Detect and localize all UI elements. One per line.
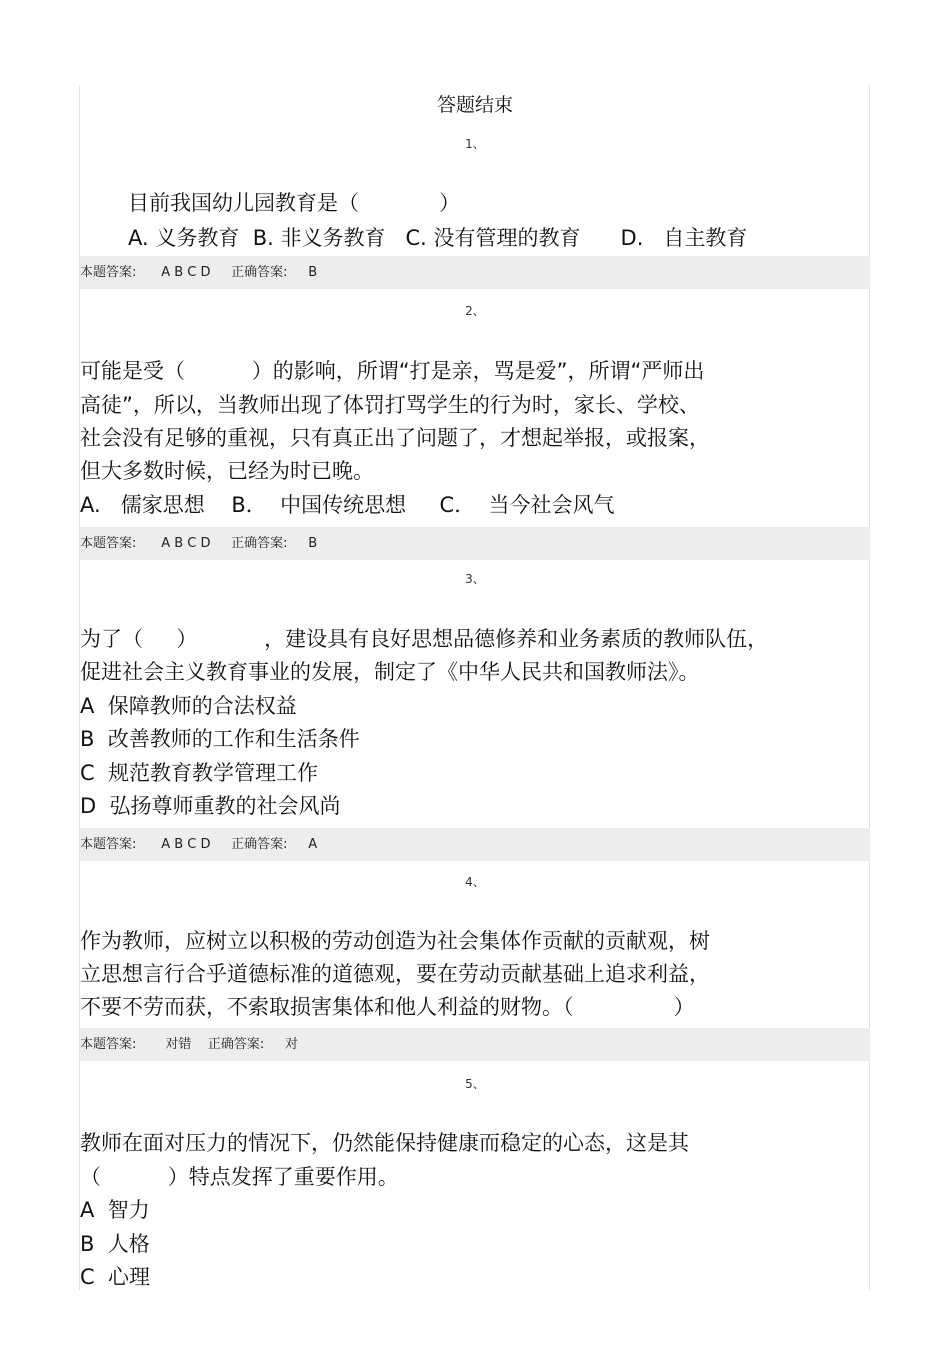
option-c: C 规范教育教学管理工作 bbox=[80, 761, 319, 785]
correct-answer-label: 正确答案: bbox=[231, 536, 288, 551]
question-number: 2、 bbox=[465, 304, 485, 318]
your-answer-value: A B C D bbox=[161, 837, 211, 852]
your-answer-value: 对错 bbox=[165, 1037, 192, 1052]
option-c: C 心理 bbox=[80, 1265, 151, 1289]
question-number: 3、 bbox=[465, 572, 485, 586]
question-text: 促进社会主义教育事业的发展，制定了《中华人民共和国教师法》。 bbox=[80, 660, 700, 684]
your-answer-value: A B C D bbox=[161, 265, 211, 280]
question-options: A. 义务教育 B. 非义务教育 C. 没有管理的教育 D. 自主教育 bbox=[128, 226, 748, 250]
question-text: （ ）特点发挥了重要作用。 bbox=[80, 1165, 399, 1189]
question-text: 不要不劳而获，不索取损害集体和他人利益的财物。（ ） bbox=[80, 995, 695, 1019]
your-answer-label: 本题答案: bbox=[80, 265, 137, 280]
question-number: 5、 bbox=[465, 1077, 485, 1091]
correct-answer-label: 正确答案: bbox=[231, 265, 288, 280]
question-text: 可能是受（ ）的影响，所谓“打是亲，骂是爱”，所谓“严师出 bbox=[80, 359, 705, 383]
question-text: 作为教师，应树立以积极的劳动创造为社会集体作贡献的贡献观，树 bbox=[80, 929, 710, 953]
your-answer-label: 本题答案: bbox=[80, 536, 137, 551]
option-a: A 保障教师的合法权益 bbox=[80, 694, 297, 718]
correct-answer-label: 正确答案: bbox=[207, 1037, 265, 1052]
page-title: 答题结束 bbox=[436, 94, 513, 116]
answer-bar bbox=[80, 1028, 870, 1061]
question-text: 教师在面对压力的情况下，仍然能保持健康而稳定的心态，这是其 bbox=[80, 1131, 689, 1155]
question-text: 但大多数时候，已经为时已晚。 bbox=[80, 459, 374, 483]
correct-answer-value: 对 bbox=[284, 1037, 298, 1052]
question-text: 为了（ ） ，建设具有良好思想品德修养和业务素质的教师队伍， bbox=[80, 627, 769, 651]
your-answer-value: A B C D bbox=[161, 536, 211, 551]
correct-answer-value: B bbox=[308, 536, 318, 551]
question-number: 4、 bbox=[465, 875, 485, 889]
your-answer-label: 本题答案: bbox=[80, 1037, 137, 1052]
option-d: D 弘扬尊师重教的社会风尚 bbox=[80, 794, 341, 818]
option-a: A 智力 bbox=[80, 1198, 150, 1222]
option-b: B 人格 bbox=[80, 1232, 150, 1256]
question-number: 1、 bbox=[465, 137, 485, 151]
correct-answer-label: 正确答案: bbox=[231, 837, 288, 852]
correct-answer-value: A bbox=[308, 837, 318, 852]
question-text: 立思想言行合乎道德标准的道德观，要在劳动贡献基础上追求利益， bbox=[80, 962, 710, 986]
question-options: A. 儒家思想 B． 中国传统思想 C． 当今社会风气 bbox=[80, 493, 615, 517]
correct-answer-value: B bbox=[308, 265, 318, 280]
your-answer-label: 本题答案: bbox=[80, 837, 137, 852]
question-text: 目前我国幼儿园教育是（ ） bbox=[128, 191, 461, 215]
option-b: B 改善教师的工作和生活条件 bbox=[80, 727, 360, 751]
answer-bar bbox=[80, 527, 870, 560]
question-text: 高徒”，所以，当教师出现了体罚打骂学生的行为时，家长、学校、 bbox=[80, 393, 700, 417]
answer-bar bbox=[80, 828, 870, 861]
question-text: 社会没有足够的重视，只有真正出了问题了，才想起举报，或报案， bbox=[80, 426, 710, 450]
answer-bar bbox=[80, 256, 870, 289]
